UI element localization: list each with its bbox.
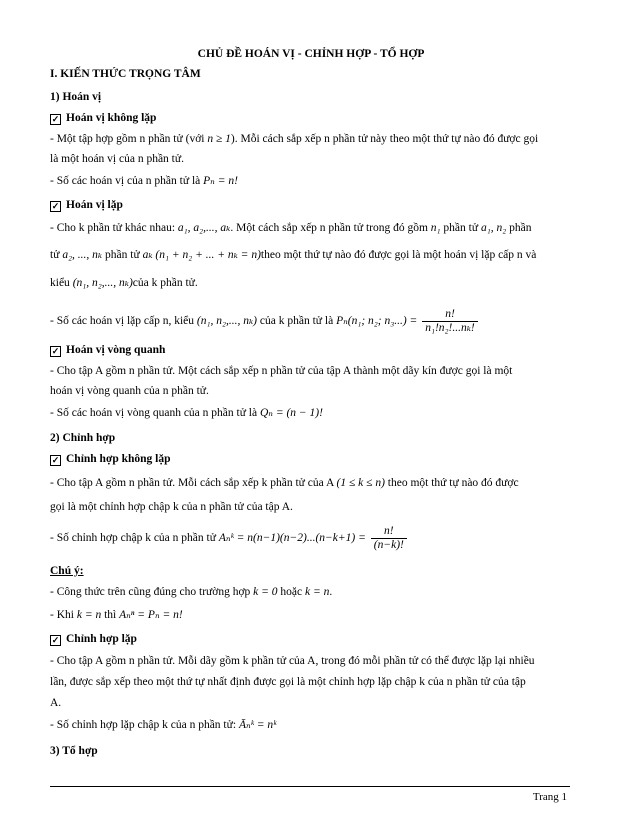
- checkbox-icon: ✓: [51, 201, 60, 211]
- math: k = 0: [253, 586, 278, 598]
- math: n₁: [430, 222, 441, 234]
- paragraph: là một hoán vị của n phần tử.: [50, 153, 184, 165]
- math: Qₙ = (n − 1)!: [259, 407, 323, 419]
- math: k = n: [76, 609, 102, 621]
- fraction: [371, 525, 407, 552]
- math: Āₙᵏ = nᵏ: [238, 719, 277, 731]
- checkbox-icon: ✓: [51, 455, 60, 465]
- paragraph: [50, 174, 570, 189]
- text: .: [329, 586, 333, 598]
- text: theo một thứ tự nào đó được gọi là một hoán vị lặp cấp n và: [260, 249, 537, 261]
- text: - Số các hoán vị lặp cấp n, kiểu: [50, 315, 195, 327]
- footer-divider: [50, 786, 570, 787]
- paragraph: [50, 521, 570, 555]
- heading-hoan-vi-vong-quanh: [50, 343, 570, 358]
- page-title: CHỦ ĐỀ HOÁN VỊ - CHỈNH HỢP - TỔ HỢP: [197, 48, 425, 60]
- heading-chinh-hop-lap: [50, 632, 570, 647]
- paragraph: lần, được sắp xếp theo một thứ tự nhất định được gọi là một chỉnh hợp lặp chập k của n phần tử của tập: [50, 676, 526, 688]
- paragraph: [50, 304, 570, 338]
- paragraph: [50, 476, 570, 491]
- math: (n₁, n₂,..., nₖ): [72, 277, 133, 289]
- text: thì: [104, 609, 117, 621]
- heading-hoan-vi-lap: [50, 198, 570, 213]
- text: tử: [50, 249, 60, 261]
- text: - Số các hoán vị của n phần tử là: [50, 175, 201, 187]
- text: - Cho k phần tử khác nhau:: [50, 222, 176, 234]
- math: Aₙᵏ = n(n−1)(n−2)...(n−k+1) =: [218, 532, 366, 544]
- text: theo một thứ tự nào đó được: [387, 477, 519, 489]
- paragraph: gọi là một chỉnh hợp chập k của n phần tử của tập A.: [50, 501, 293, 513]
- heading-text: Hoán vị không lặp: [66, 112, 157, 124]
- denominator: n₁!n₂!...nₖ!: [425, 321, 475, 334]
- math: a₂, ..., nₖ: [62, 249, 103, 261]
- text: - Khi: [50, 609, 74, 621]
- text: ). Mỗi cách sắp xếp n phần tử này theo một thứ tự nào đó được gọi: [230, 133, 539, 145]
- heading-text: Chỉnh hợp không lặp: [66, 453, 171, 465]
- math: n ≥ 1: [207, 133, 231, 145]
- paragraph: [50, 585, 570, 600]
- text: của k phần tử là: [259, 315, 334, 327]
- text: kiểu: [50, 277, 70, 289]
- paragraph: [50, 406, 570, 421]
- math: Pₙ = n!: [203, 175, 238, 187]
- numerator: n!: [371, 525, 407, 539]
- checkbox-icon: ✓: [51, 346, 60, 356]
- paragraph: A.: [50, 697, 62, 709]
- text: phần tử: [443, 222, 479, 234]
- paragraph: [50, 221, 570, 236]
- text: - Số chỉnh hợp chập k của n phần tử: [50, 532, 216, 544]
- paragraph: [50, 248, 570, 263]
- paragraph: [50, 276, 570, 291]
- subsection-chinh-hop: 2) Chỉnh hợp: [50, 432, 116, 444]
- paragraph: hoán vị vòng quanh của n phần tử.: [50, 385, 209, 397]
- subsection-to-hop: 3) Tổ hợp: [50, 745, 98, 757]
- checkbox-icon: ✓: [51, 635, 60, 645]
- math: Pₙ(n₁; n₂; n₃...) =: [336, 315, 418, 327]
- heading-text: Hoán vị vòng quanh: [66, 344, 166, 356]
- math: (1 ≤ k ≤ n): [336, 477, 385, 489]
- text: phần tử: [105, 249, 140, 261]
- heading-chinh-hop-khong-lap: [50, 452, 570, 467]
- text: hoặc: [280, 586, 303, 598]
- text: - Công thức trên cũng đúng cho trường hợp: [50, 586, 251, 598]
- paragraph: - Cho tập A gồm n phần tử. Mỗi dãy gồm k phần tử của A, trong đó mỗi phần tử có thể được lặp lại nhiều: [50, 655, 535, 667]
- paragraph: - Cho tập A gồm n phần tử. Một cách sắp xếp n phần tử của tập A thành một dãy kín được gọi là một: [50, 365, 513, 377]
- math: aₖ (n₁ + n₂ + ... + nₖ = n): [142, 249, 261, 261]
- text: - Số các hoán vị vòng quanh của n phần tử là: [50, 407, 258, 419]
- section-heading: I. KIẾN THỨC TRỌNG TÂM: [50, 68, 201, 80]
- text: - Một tập hợp gồm n phần tử (với: [50, 133, 205, 145]
- paragraph: [50, 718, 570, 733]
- text: của k phần tử.: [132, 277, 198, 289]
- denominator: (n−k)!: [373, 538, 404, 551]
- note-heading: Chú ý:: [50, 565, 84, 577]
- paragraph: [50, 132, 570, 147]
- text: phần: [509, 222, 532, 234]
- math: k = n: [305, 586, 330, 598]
- heading-text: Chỉnh hợp lặp: [66, 633, 137, 645]
- math: Aₙⁿ = Pₙ = n!: [119, 609, 183, 621]
- fraction: [422, 308, 478, 335]
- heading-hoan-vi-khong-lap: [50, 111, 570, 126]
- text: . Một cách sắp xếp n phần tử trong đó gồm: [230, 222, 428, 234]
- text: - Số chỉnh hợp lặp chập k của n phần tử:: [50, 719, 237, 731]
- paragraph: [50, 608, 570, 623]
- checkbox-icon: ✓: [51, 114, 60, 124]
- heading-text: Hoán vị lặp: [66, 199, 123, 211]
- numerator: n!: [422, 308, 478, 322]
- text: - Cho tập A gồm n phần tử. Mỗi cách sắp xếp k phần tử của A: [50, 477, 334, 489]
- math: (n₁, n₂,..., nₖ): [196, 315, 258, 327]
- page-number: Trang 1: [532, 791, 567, 803]
- subsection-hoan-vi: 1) Hoán vị: [50, 91, 102, 103]
- math: a₁, a₂,..., aₖ: [177, 222, 231, 234]
- math: a₁, n₂: [480, 222, 507, 234]
